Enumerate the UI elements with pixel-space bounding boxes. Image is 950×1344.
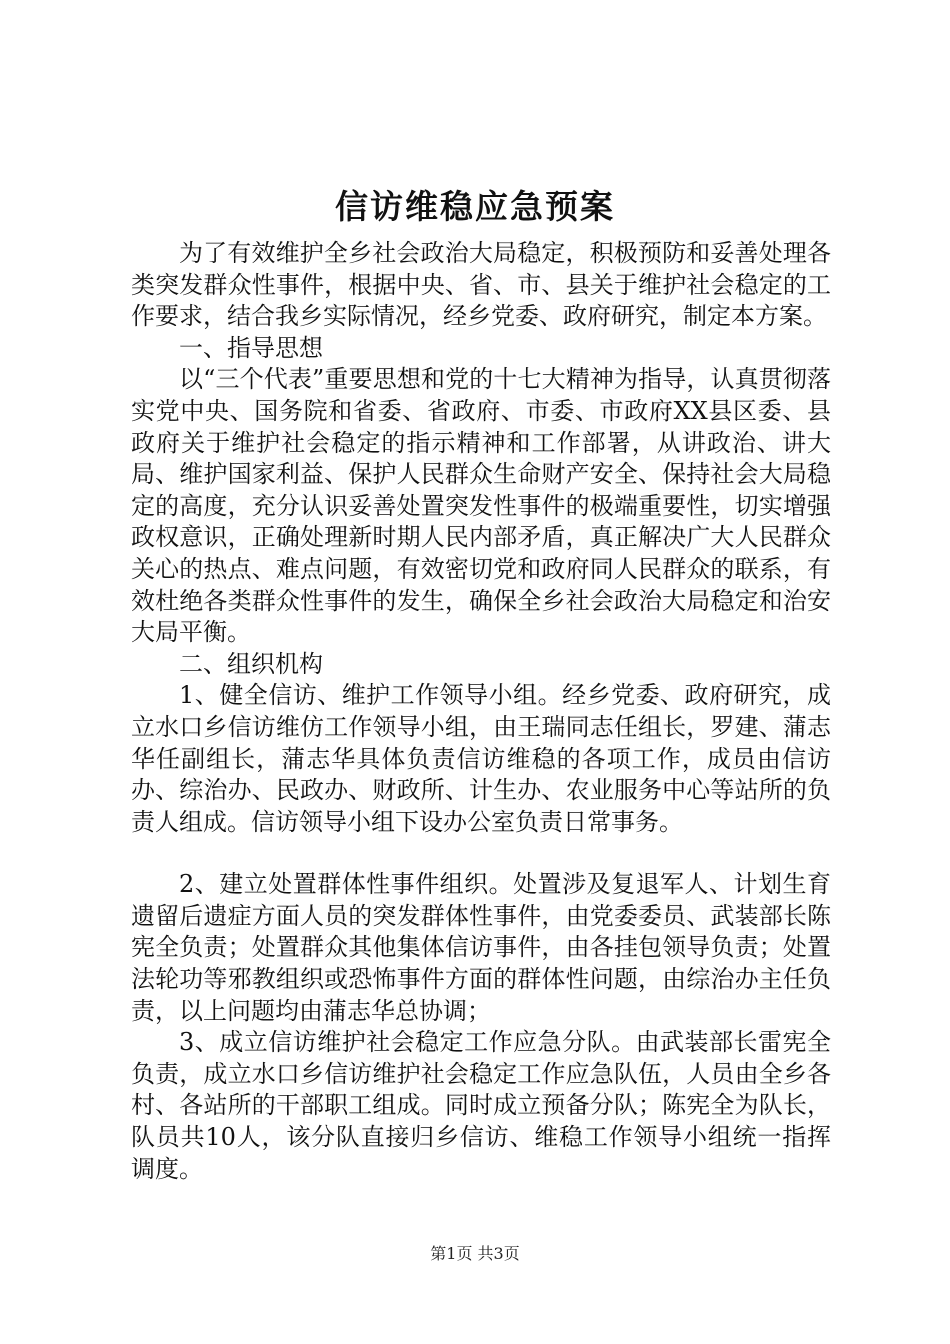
section-heading-organization: 二、组织机构 (179, 649, 323, 678)
organization-item-1: 1、健全信访、维护工作领导小组。经乡党委、政府研究，成立水口乡信访维仿工作领导小组，由王瑞同志任组长，罗建、蒲志华任副组长，蒲志华具体负责信访维稳的各项工作，成员由信访办、综治办、民政办、财政所、计生办、农业服务中心等站所的负责人组成。信访领导小组下设办公室负责日常事务。 (131, 681, 831, 836)
paragraph-gap (131, 838, 831, 869)
organization-item-3: 3、成立信访维护社会稳定工作应急分队。由武装部长雷宪全负责，成立水口乡信访维护社会稳定工作应急队伍，人员由全乡各村、各站所的干部职工组成。同时成立预备分队；陈宪全为队长，队员共10人，该分队直接归乡信访、维稳工作领导小组统一指挥调度。 (131, 1028, 831, 1183)
intro-paragraph: 为了有效维护全乡社会政治大局稳定，积极预防和妥善处理各类突发群众性事件，根据中央、省、市、县关于维护社会稳定的工作要求，结合我乡实际情况，经乡党委、政府研究，制定本方案。 (131, 239, 831, 331)
document-body (131, 238, 831, 1185)
document-title: 信访维稳应急预案 (335, 187, 615, 226)
section-heading-guiding-ideology: 一、指导思想 (179, 333, 323, 362)
organization-item-2: 2、建立处置群体性事件组织。处置涉及复退军人、计划生育遗留后遗症方面人员的突发群体性事件，由党委委员、武装部长陈宪全负责；处置群众其他集体信访事件，由各挂包领导负责；处置法轮功等邪教组织或恐怖事件方面的群体性问题，由综治办主任负责，以上问题均由蒲志华总协调； (131, 870, 831, 1025)
page-number-footer: 第1页 共3页 (430, 1244, 520, 1263)
guiding-ideology-paragraph: 以“三个代表”重要思想和党的十七大精神为指导，认真贯彻落实党中央、国务院和省委、省政府、市委、市政府XX县区委、县政府关于维护社会稳定的指示精神和工作部署，从讲政治、讲大局、维护国家利益、保护人民群众生命财产安全、保持社会大局稳定的高度，充分认识妥善处置突发性事件的极端重要性，切实增强政权意识，正确处理新时期人民内部矛盾，真正解决广大人民群众关心的热点、难点问题，有效密切党和政府同人民群众的联系，有效杜绝各类群众性事件的发生，确保全乡社会政治大局稳定和治安大局平衡。 (131, 365, 831, 647)
